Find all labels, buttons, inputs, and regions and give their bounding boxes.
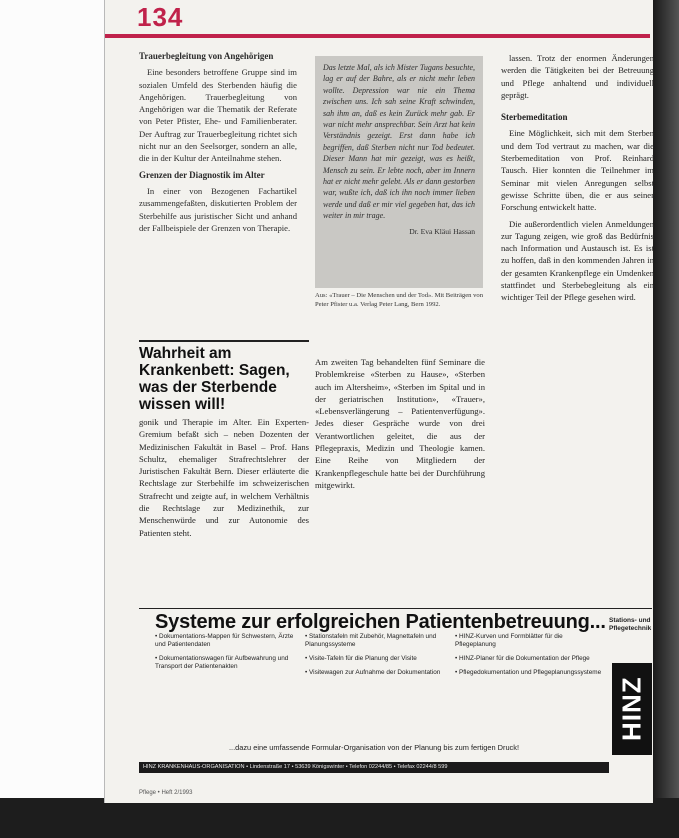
- section-heading-2: Grenzen der Diagnostik im Alter: [139, 169, 265, 180]
- ad-item: • Dokumentationswagen für Aufbewahrung und Transport der Patientenakten: [155, 655, 289, 670]
- paragraph-2: In einer von Bezogenen Fachartikel zusammengefaßten, diskutierten Problem der Sterbehilfe aus juristischer Sicht und anhand der Fallbeispiele der Grenzen von Therapie.: [139, 185, 297, 233]
- quote-box: [315, 56, 483, 288]
- paragraph-1: Eine besonders betroffene Gruppe sind im sozialen Umfeld des Sterbenden häufig die Angehörigen. Trauerbegleitung von Angehörigen war die Thematik der Referate von Peter Pfister, Ehe- und Familienberater. Der Auftrag zur Trauerbegleitung richtet sich nicht nur an den Seelsorger, sondern an alle, die in der Kultur der Anteilnahme stehen.: [139, 67, 297, 164]
- ad-item: • Visite-Tafeln für die Planung der Visite: [305, 655, 417, 662]
- page-number: 134: [137, 2, 184, 32]
- headline-rule: [139, 340, 309, 342]
- scan-shadow-right: [653, 0, 679, 838]
- headline-block: [139, 340, 309, 413]
- quote-signature: Dr. Eva Kläui Hassan: [409, 226, 475, 236]
- ad-column-2: [305, 633, 445, 683]
- magazine-page: [104, 0, 653, 803]
- ad-item: • HINZ-Kurven und Formblätter für die Pflegeplanung: [455, 633, 563, 648]
- middle-column-text: Am zweiten Tag behandelten fünf Seminare die Problemkreise «Sterben zu Hause», «Sterben auch im Altersheim», «Sterben im Spital und in der geriatrischen Institution», «Trauer», «Lebensverlängerung – Patientenverfügung». Jedes dieser Gespräche wurde von drei Verantwortlichen geleitet, die aus der Pflegepraxis, Medizin und Theologie kamen. Eine Reihe von Mitgliedern der Krankenpflegeschule hatte bei der Durchführung mitgewirkt.: [315, 357, 485, 490]
- right-column: [501, 52, 654, 308]
- hinz-logo: HINZ: [612, 663, 652, 755]
- right-paragraph-1: Eine Möglichkeit, sich mit dem Sterben und dem Tod vertraut zu machen, war die Sterbemeditation von Prof. Reinhard Tausch. Hier konnten die Teilnehmer im Seminar mit vielen Anregungen selbst gewisse Schritte üben, die er aus seiner Forschung entwickelt hatte.: [501, 128, 654, 213]
- header-rule: [105, 34, 650, 38]
- quote-caption: Aus: «Trauer – Die Menschen und der Tod». Mit Beiträgen von Peter Pfister u.a. Verlag Peter Lang, Bern 1992.: [315, 292, 483, 308]
- ad-column-1: [155, 633, 295, 677]
- left-column: [139, 50, 297, 238]
- right-heading: Sterbemeditation: [501, 112, 568, 123]
- ad-item: • Visitewagen zur Aufnahme der Dokumentation: [305, 669, 441, 676]
- advertisement: [139, 608, 652, 776]
- left-column-continued: gonik und Therapie im Alter. Ein Experten-Gremium befaßt sich – neben Dozenten der Medizinischen Fakultät in Basel – Prof. Hans Schultz, ehemaliger Strafrechtslehrer der Juristischen Fakultät Bern. Dieser erläuterte die Rechtslage zur Sterbehilfe im schweizerischen Strafrecht und zeigte auf, in welchem Verhältnis die Rechtslage zur Medizinethik, zur Menschenwürde und zur Autonomie des Patienten steht.: [139, 417, 309, 538]
- ad-item: • HINZ-Planer für die Dokumentation der Pflege: [455, 655, 590, 662]
- ad-footer-text: ...dazu eine umfassende Formular-Organisation von der Planung bis zum fertigen Druck!: [228, 743, 520, 752]
- scan-background-bottom: [0, 798, 679, 838]
- ad-item: • Stationstafeln mit Zubehör, Magnettafeln und Planungssysteme: [305, 633, 437, 648]
- ad-side-text: Stations- und Pflegetechnik: [609, 617, 652, 632]
- right-intro: lassen. Trotz der enormen Änderungen werden die Tätigkeiten bei der Betreuung und Pflege anhaltend und individuell geprägt.: [501, 53, 654, 100]
- quote-text: Das letzte Mal, als ich Mister Tugans besuchte, lag er auf der Bahre, als er nicht mehr leben wollte. Depression war nie ein Thema zwischen uns. Ich sah seine Kraft schwinden, sah ihm an, daß es kein Zurück mehr gab. Er war nicht mehr ansprechbar. Sein Arzt hat kein Verständnis gezeigt. Erst dann habe ich begriffen, daß Sterben nicht nur Tod bedeutet. Dieser Mann hat mir gezeigt, was es heißt, Mensch zu sein. Er lebte noch, aber im Innern hat er nicht mehr gelebt. Als er dann gestorben war, wußte ich, daß ich ihn noch immer lieben werde und daß er mir viel gegeben hat, das ich weiter in mir trage.: [323, 63, 475, 221]
- article-headline: Wahrheit am Krankenbett: Sagen, was der Sterbende wissen will!: [139, 345, 290, 413]
- section-heading-1: Trauerbegleitung von Angehörigen: [139, 51, 274, 61]
- page-footer: Pflege • Heft 2/1993: [139, 790, 193, 796]
- ad-title: Systeme zur erfolgreichen Patientenbetreuung...: [155, 611, 606, 633]
- right-paragraph-2: Die außerordentlich vielen Anmeldungen zur Tagung zeigen, wie groß das Bedürfnis nach Information und Austausch ist. Es ist zu hoffen, daß in den kommenden Jahren in der gesamten Krankenpflege ein Umdenken stattfindet und Sterbebegleitung als ein wichtiger Teil der Pflege gesehen wird.: [501, 218, 654, 303]
- ad-column-3: [455, 633, 603, 683]
- ad-contact-bar: HINZ KRANKENHAUS-ORGANISATION • Lindenstraße 17 • 53639 Königswinter • Telefon 02244/85 • Telefax 02244/8 599: [139, 762, 609, 773]
- ad-item: • Pflegedokumentation und Pflegeplanungssysteme: [455, 669, 602, 676]
- ad-item: • Dokumentations-Mappen für Schwestern, Ärzte und Patientendaten: [155, 633, 294, 648]
- scan-background-left: [0, 0, 104, 838]
